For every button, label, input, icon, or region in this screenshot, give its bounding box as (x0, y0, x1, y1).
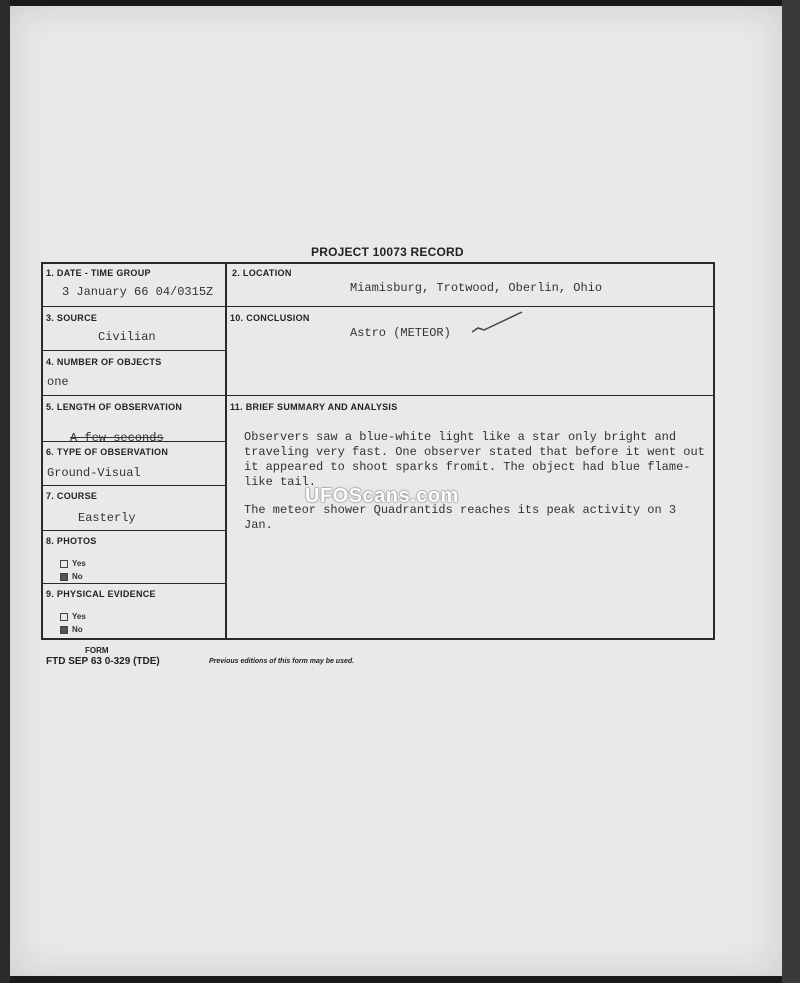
footer-form-word: FORM (85, 646, 109, 655)
date-label: 1. DATE - TIME GROUP (46, 268, 151, 278)
conclusion-value: Astro (METEOR) (350, 326, 451, 340)
photos-no-option (60, 572, 83, 581)
objects-label: 4. NUMBER OF OBJECTS (46, 357, 162, 367)
location-value: Miamisburg, Trotwood, Oberlin, Ohio (350, 281, 603, 295)
summary-paragraph-1: Observers saw a blue-white light like a star only bright and traveling very fast. One observer stated that before it went out it appeared to shoot sparks fromit. The object had blue flame-like tail. (244, 430, 705, 489)
length-label: 5. LENGTH OF OBSERVATION (46, 402, 183, 412)
conclusion-label: 10. CONCLUSION (230, 313, 310, 323)
photos-yes-option (60, 559, 86, 568)
type-value: Ground-Visual (47, 466, 141, 480)
source-value: Civilian (98, 330, 156, 344)
evidence-yes-checkbox (60, 613, 68, 621)
scan-left-edge (0, 0, 10, 983)
photos-label: 8. PHOTOS (46, 536, 97, 546)
evidence-no-checkbox-checked (60, 626, 68, 634)
divider-row3 (42, 395, 714, 396)
divider-photos (42, 583, 226, 584)
footer-form-id: FTD SEP 63 0-329 (TDE) (46, 656, 160, 667)
evidence-no-text: No (72, 625, 83, 634)
source-label: 3. SOURCE (46, 313, 98, 323)
photos-yes-text: Yes (72, 559, 86, 568)
photos-no-text: No (72, 572, 83, 581)
divider-source (42, 350, 226, 351)
evidence-label: 9. PHYSICAL EVIDENCE (46, 589, 156, 599)
summary-paragraph-2: The meteor shower Quadrantids reaches its peak activity on 3 Jan. (244, 503, 677, 532)
course-value: Easterly (78, 511, 136, 525)
evidence-yes-option (60, 612, 86, 621)
scan-right-edge (782, 0, 800, 983)
photos-no-checkbox-checked (60, 573, 68, 581)
length-value: A few seconds (70, 431, 164, 445)
divider-course (42, 530, 226, 531)
objects-value: one (47, 375, 69, 389)
footer-note: Previous editions of this form may be used. (209, 658, 355, 665)
photos-yes-checkbox (60, 560, 68, 568)
evidence-no-option (60, 625, 83, 634)
evidence-yes-text: Yes (72, 612, 86, 621)
checkmark-icon (470, 310, 526, 336)
location-label: 2. LOCATION (232, 268, 292, 278)
type-label: 6. TYPE OF OBSERVATION (46, 447, 169, 457)
summary-label: 11. BRIEF SUMMARY AND ANALYSIS (230, 402, 398, 412)
form-title: PROJECT 10073 RECORD (311, 245, 464, 259)
watermark: UFOScans.com (305, 485, 459, 507)
course-label: 7. COURSE (46, 491, 98, 501)
divider-row1 (42, 306, 714, 307)
divider-type (42, 485, 226, 486)
date-value: 3 January 66 04/0315Z (62, 285, 214, 299)
